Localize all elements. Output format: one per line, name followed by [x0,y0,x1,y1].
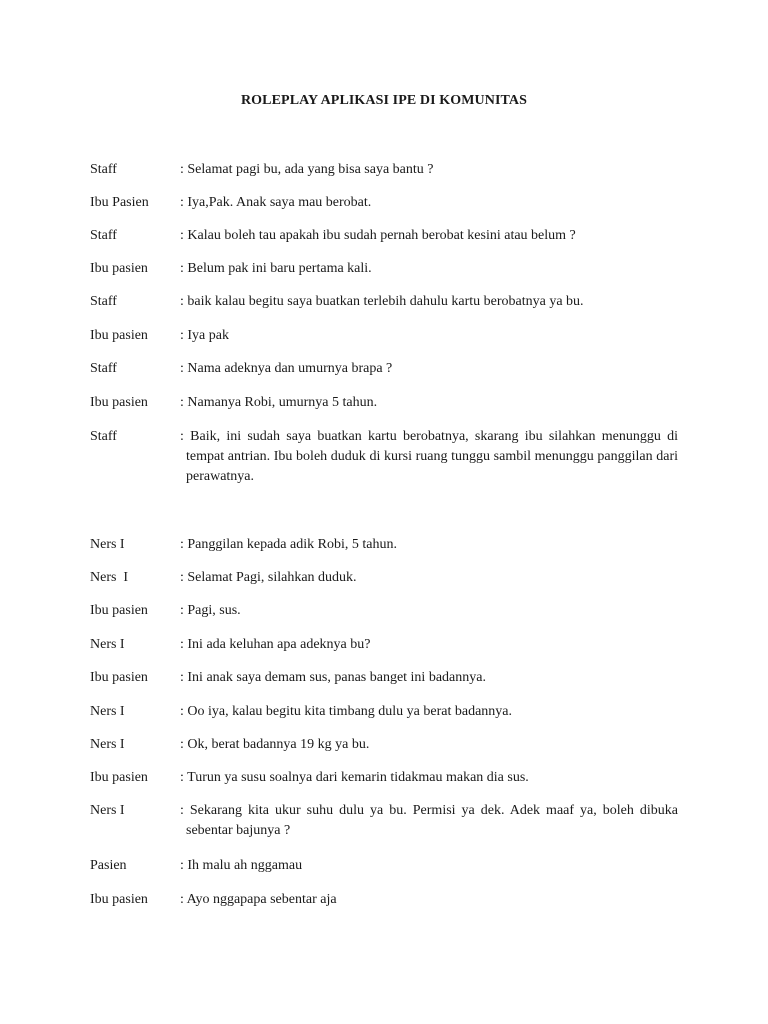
speech-text: : Nama adeknya dan umurnya brapa ? [180,361,393,376]
speech-text: : Ini ada keluhan apa adeknya bu? [180,637,371,652]
speech-text: : Panggilan kepada adik Robi, 5 tahun. [180,537,397,552]
speaker-name: Ibu pasien [90,770,148,785]
speech-text: : Sekarang kita ukur suhu dulu ya bu. Permisi ya dek. Adek maaf ya, boleh dibuka sebentar bajunya ? [180,803,678,838]
speaker-name: Ibu pasien [90,670,148,685]
document-title: ROLEPLAY APLIKASI IPE DI KOMUNITAS [240,93,528,108]
speaker-name: Staff [90,162,117,177]
speaker-name: Ibu pasien [90,395,148,410]
speaker-name: Pasien [90,858,127,873]
speaker-name: Ibu Pasien [90,195,149,210]
speaker-name: Staff [90,294,117,309]
speech-text: : Ih malu ah nggamau [180,858,303,873]
speaker-name: Ners I [90,637,125,652]
speaker-name: Ners I [90,737,125,752]
speaker-name: Ners I [90,537,125,552]
speaker-name: Ibu pasien [90,603,148,618]
speaker-name: Staff [90,361,117,376]
speech-text: : Belum pak ini baru pertama kali. [180,261,372,276]
speech-text: : Iya,Pak. Anak saya mau berobat. [180,195,372,210]
speech-text: : Pagi, sus. [180,603,241,618]
speaker-name: Staff [90,429,117,444]
speech-text: : Baik, ini sudah saya buatkan kartu berobatnya, skarang ibu silahkan menunggu di tempat antrian. Ibu boleh duduk di kursi ruang tunggu sambil menunggu panggilan dari perawatnya. [180,429,678,484]
speech-text: : Turun ya susu soalnya dari kemarin tidakmau makan dia sus. [180,770,529,785]
speaker-name: Ners I [90,704,125,719]
speech-text: : Selamat Pagi, silahkan duduk. [180,570,357,585]
speech-text: : Oo iya, kalau begitu kita timbang dulu ya berat badannya. [180,704,513,719]
speech-text: : Ayo nggapapa sebentar aja [180,892,337,907]
speech-text: : Iya pak [180,328,229,343]
speaker-name: Ibu pasien [90,261,148,276]
speaker-name: Staff [90,228,117,243]
speech-text: : Ok, berat badannya 19 kg ya bu. [180,737,370,752]
speech-text: : Namanya Robi, umurnya 5 tahun. [180,395,378,410]
speech-text: : baik kalau begitu saya buatkan terlebih dahulu kartu berobatnya ya bu. [180,294,584,309]
speech-text: : Selamat pagi bu, ada yang bisa saya bantu ? [180,162,434,177]
speaker-name: Ibu pasien [90,328,148,343]
speech-text: : Kalau boleh tau apakah ibu sudah pernah berobat kesini atau belum ? [180,228,576,243]
speaker-name: Ners I [90,570,129,585]
speaker-name: Ners I [90,803,125,818]
speech-text: : Ini anak saya demam sus, panas banget ini badannya. [180,670,486,685]
speaker-name: Ibu pasien [90,892,148,907]
